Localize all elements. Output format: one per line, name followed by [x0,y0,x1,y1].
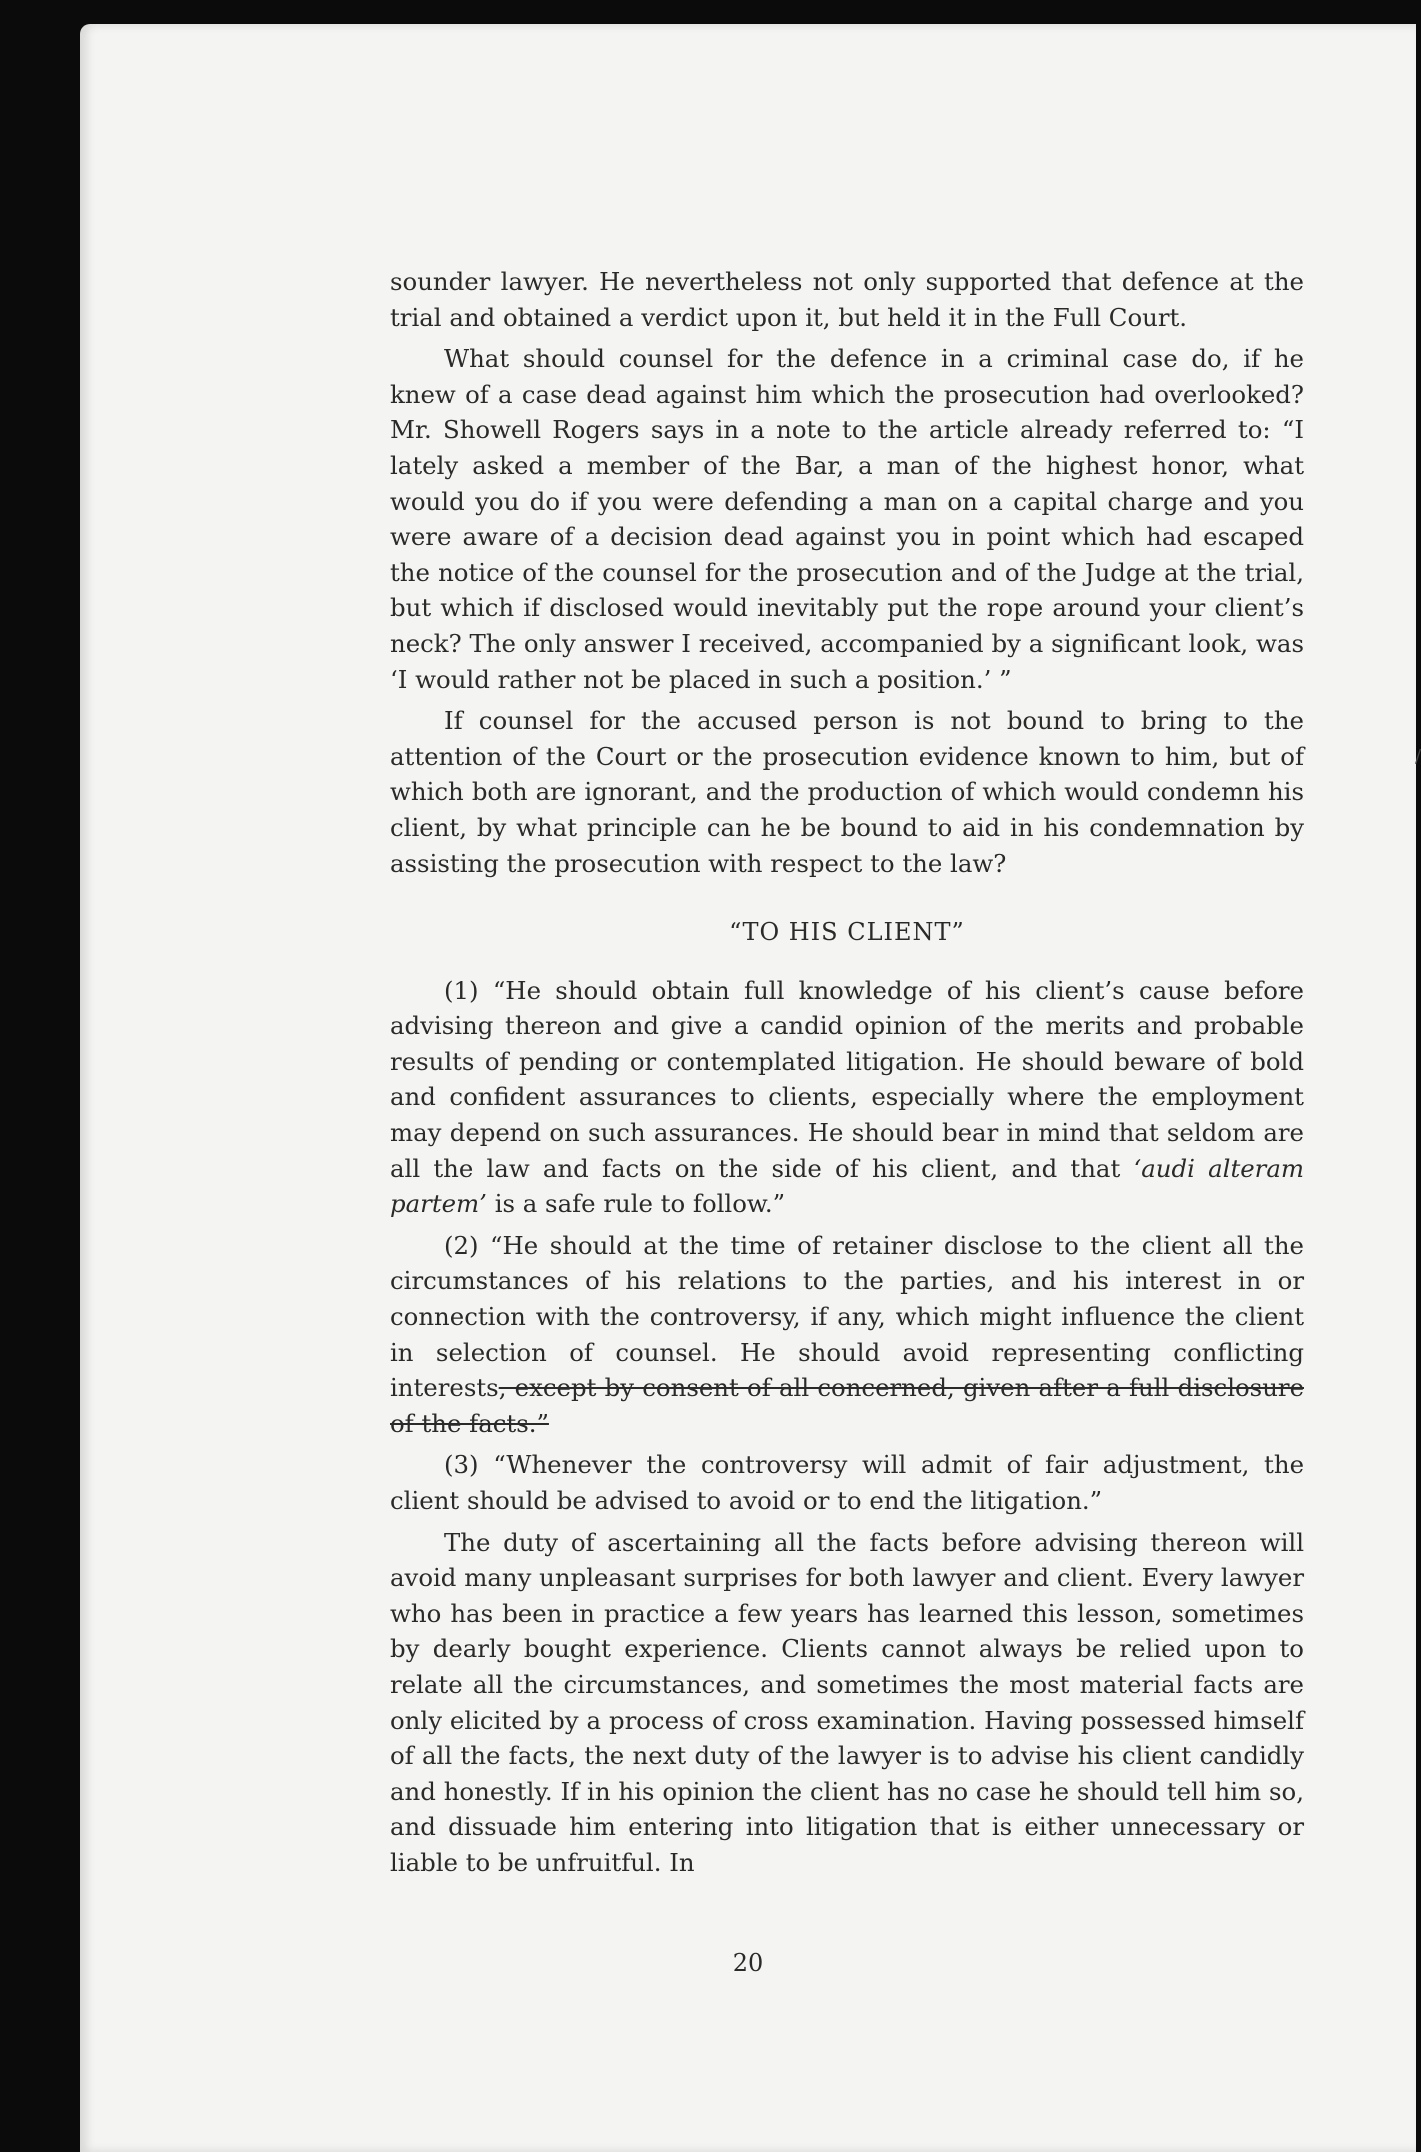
page-number: 20 [732,1949,764,1977]
paragraph-opening: sounder lawyer. He nevertheless not only supported that defence at the trial and obtained a verdict upon it, but held it in the Full Court. [390,267,1304,332]
rule-1-text: (1) “He should obtain full knowledge of his client’s cause before advising thereon and give a candid opinion of the merits and probable results of pending or contemplated litigation. He should beware of bold and confident assurances to clients, especially where the employment may depend on such assurances. He should bear in mind that seldom are all the law and facts on the side of his client, and that [390,975,1304,1183]
body-text [390,264,1304,1881]
rule-2-text: (2) “He should at the time of retainer disclose to the client all the circumstances of his relations to the parties, and his interest in or connection with the controversy, if any, which might influence the client in selection of counsel. He should avoid representing conflicting interests [390,1230,1304,1403]
margin-mark: / [1415,746,1421,767]
rule-2 [390,1228,1304,1442]
rule-1 [390,973,1304,1222]
rule-1-ending: is a safe rule to follow.” [486,1189,786,1219]
rule-2-struck-text: , except by consent of all concerned, given after a full disclosure of the facts.” [390,1373,1304,1438]
rule-3: (3) “Whenever the controversy will admit of fair adjustment, the client should be advised to avoid or to end the litigation.” [390,1450,1304,1515]
section-heading: “TO HIS CLIENT” [729,918,965,947]
document-page [80,24,1421,2152]
paragraph-accused-person: If counsel for the accused person is not bound to bring to the attention of the Court or the prosecution evidence known to him, but of which both are ignorant, and the production of which would condemn his client, by what principle can he be bound to aid in his condemnation by assisting the prosecution with respect to the law? [390,706,1304,878]
rule-1-latin-phrase: ‘audi alteram partem’ [390,1153,1305,1219]
paragraph-counsel-question: What should counsel for the defence in a criminal case do, if he knew of a case dead against him which the prosecution had overlooked? Mr. Showell Rogers says in a note to the article already referred to: “I lately asked a member of the Bar, a man of the highest honor, what would you do if you were defending a man on a capital charge and you were aware of a decision dead against you in point which had escaped the notice of the counsel for the prosecution and of the Judge at the trial, but which if disclosed would inevitably put the rope around your client’s neck? The only answer I received, accompanied by a significant look, was ‘I would rather not be placed in such a position.’ ” [390,344,1304,694]
paragraph-duty: The duty of ascertaining all the facts before advising thereon will avoid many unpleasant surprises for both lawyer and client. Every lawyer who has been in practice a few years has learned this lesson, sometimes by dearly bought experience. Clients cannot always be relied upon to relate all the circumstances, and sometimes the most material facts are only elicited by a process of cross examination. Having possessed himself of all the facts, the next duty of the lawyer is to advise his client candidly and honestly. If in his opinion the client has no case he should tell him so, and dissuade him entering into litigation that is either unnecessary or liable to be unfruitful. In [390,1527,1304,1877]
